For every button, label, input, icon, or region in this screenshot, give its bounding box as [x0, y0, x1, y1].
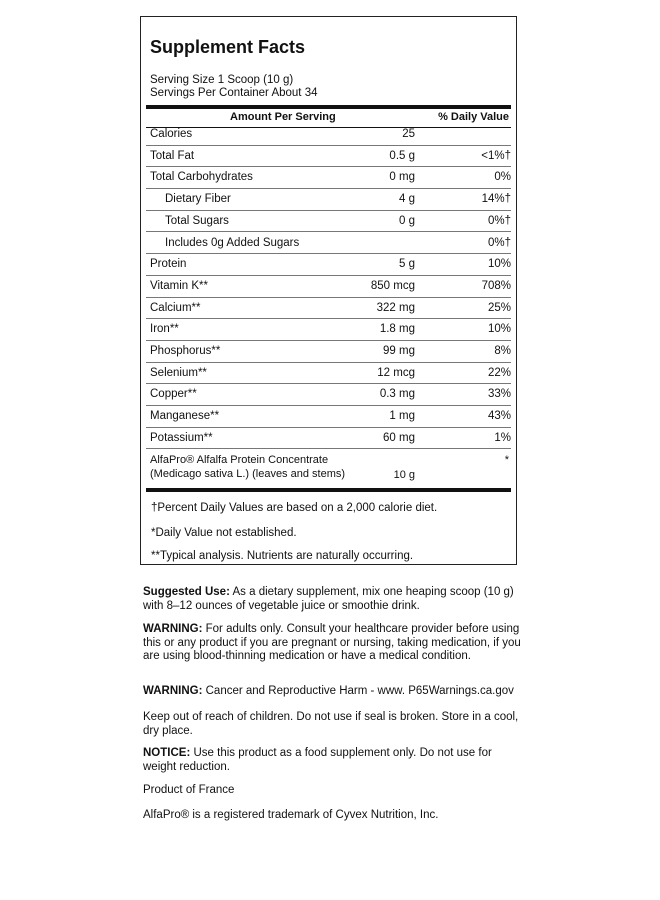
- nutrient-daily-value: 0%†: [487, 214, 511, 227]
- nutrient-name: Total Carbohydrates: [150, 171, 253, 184]
- footnote-dv-not-established: *Daily Value not established.: [151, 527, 297, 539]
- warning-general: [143, 623, 523, 664]
- nutrient-amount: 12 mcg: [377, 366, 415, 379]
- nutrient-daily-value: 33%: [487, 388, 511, 401]
- nutrient-name: Selenium**: [150, 366, 207, 379]
- nutrient-daily-value: 43%: [487, 410, 511, 423]
- nutrient-amount: 60 mg: [383, 431, 415, 444]
- serving-size: Serving Size 1 Scoop (10 g): [150, 74, 294, 86]
- panel-title: Supplement Facts: [150, 37, 306, 57]
- nutrient-name: Copper**: [150, 388, 197, 401]
- nutrient-row: [146, 383, 511, 406]
- suggested-use-label: Suggested Use:: [143, 586, 230, 598]
- nutrient-row: [146, 210, 511, 233]
- nutrient-daily-value: 22%: [487, 366, 511, 379]
- nutrient-row: [146, 166, 511, 189]
- nutrient-daily-value: 1%: [494, 431, 511, 444]
- notice-label: NOTICE:: [143, 747, 191, 759]
- nutrient-name: Includes 0g Added Sugars: [165, 236, 300, 249]
- warning-prop65-text: Cancer and Reproductive Harm - www. P65Warnings.ca.gov: [205, 685, 514, 697]
- suggested-use-text: As a dietary supplement, mix one heaping scoop (10 g) with 8–12 ounces of vegetable juice or smoothie drink.: [143, 586, 514, 612]
- supplement-facts-panel: [140, 16, 517, 565]
- alfalfa-name: AlfaPro® Alfalfa Protein Concentrate (Medicago sativa L.) (leaves and stems): [150, 454, 346, 480]
- nutrient-daily-value: 14%†: [481, 193, 511, 206]
- nutrient-row: [146, 405, 511, 428]
- nutrient-daily-value: 8%: [494, 345, 511, 357]
- nutrient-daily-value: 10%: [487, 258, 511, 271]
- nutrient-daily-value: 10%: [487, 323, 511, 336]
- nutrient-amount: 0.3 mg: [379, 388, 415, 401]
- servings-per-container: Servings Per Container About 34: [150, 87, 318, 99]
- nutrient-name: Calcium**: [150, 301, 201, 314]
- warning-label: WARNING:: [143, 623, 203, 635]
- nutrient-amount: 322 mg: [376, 301, 415, 314]
- nutrient-row: [146, 145, 511, 168]
- storage-instructions: Keep out of reach of children. Do not use if seal is broken. Store in a cool, dry place.: [143, 711, 519, 737]
- notice: [143, 747, 523, 774]
- warning-prop65: [143, 685, 523, 699]
- nutrient-name: Protein: [150, 258, 187, 271]
- nutrient-name: Dietary Fiber: [165, 193, 231, 206]
- nutrient-name: Calories: [150, 128, 193, 140]
- nutrient-name: Total Sugars: [165, 214, 229, 227]
- nutrient-row: [146, 232, 511, 255]
- notice-text: Use this product as a food supplement only. Do not use for weight reduction.: [143, 747, 492, 773]
- nutrient-amount: 0.5 g: [389, 149, 415, 162]
- nutrient-row: [146, 123, 511, 146]
- nutrient-amount: 1 mg: [389, 410, 415, 423]
- alfalfa-dv: *: [504, 454, 509, 466]
- country-of-origin: Product of France: [143, 784, 235, 796]
- trademark-note: AlfaPro® is a registered trademark of Cyvex Nutrition, Inc.: [143, 809, 439, 821]
- nutrient-name: Manganese**: [150, 410, 220, 423]
- footnote-percent-dv: †Percent Daily Values are based on a 2,000 calorie diet.: [151, 502, 438, 514]
- nutrient-row: [146, 297, 511, 320]
- nutrient-amount: 25: [402, 128, 415, 140]
- footnote-typical-analysis: **Typical analysis. Nutrients are naturally occurring.: [151, 550, 414, 562]
- nutrient-row: [146, 340, 511, 363]
- nutrient-row: [146, 188, 511, 211]
- alfalfa-amount: 10 g: [393, 469, 415, 481]
- alfalfa-row: [146, 452, 511, 492]
- nutrient-row: [146, 318, 511, 341]
- nutrient-amount: 0 mg: [389, 171, 415, 184]
- nutrient-amount: 850 mcg: [370, 279, 415, 292]
- nutrient-daily-value: 0%: [494, 171, 511, 184]
- nutrient-daily-value: 0%†: [487, 236, 511, 249]
- nutrient-name: Potassium**: [150, 431, 213, 444]
- nutrient-row: [146, 427, 511, 450]
- nutrient-row: [146, 253, 511, 276]
- header-daily-value: % Daily Value: [438, 111, 509, 123]
- header-amount: Amount Per Serving: [230, 111, 336, 123]
- nutrient-amount: 0 g: [399, 214, 415, 227]
- nutrient-name: Vitamin K**: [150, 279, 208, 292]
- nutrient-name: Phosphorus**: [150, 345, 221, 357]
- nutrient-row: [146, 275, 511, 298]
- nutrient-row: [146, 362, 511, 385]
- suggested-use: [143, 586, 523, 613]
- nutrient-amount: 4 g: [399, 193, 415, 206]
- warning-label-2: WARNING:: [143, 685, 203, 697]
- nutrient-amount: 99 mg: [383, 345, 415, 357]
- warning-general-text: For adults only. Consult your healthcare provider before using this or any product if you are pregnant or nursing, taking medication, if you are using blood-thinning medication or have a medical condition.: [143, 623, 521, 662]
- nutrient-daily-value: <1%†: [481, 149, 511, 162]
- nutrient-name: Iron**: [150, 323, 179, 336]
- nutrient-daily-value: 708%: [481, 279, 511, 292]
- nutrient-amount: 1.8 mg: [379, 323, 415, 336]
- nutrient-daily-value: 25%: [487, 301, 511, 314]
- nutrient-name: Total Fat: [150, 149, 195, 162]
- nutrient-amount: 5 g: [399, 258, 415, 271]
